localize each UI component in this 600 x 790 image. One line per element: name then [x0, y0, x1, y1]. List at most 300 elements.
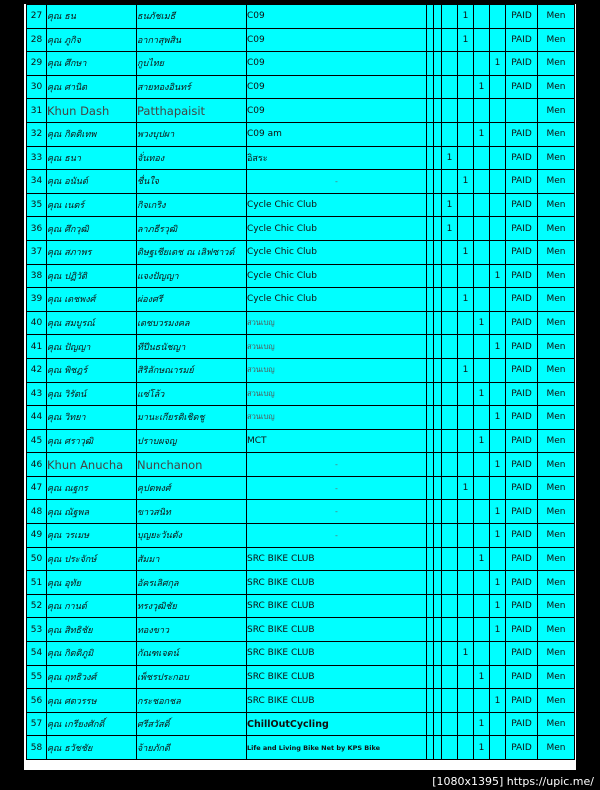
category-mark-cell	[458, 193, 474, 217]
category-mark-cell: 1	[474, 547, 490, 571]
table-row	[27, 240, 575, 264]
row-number: 41	[27, 335, 47, 359]
payment-status: PAID	[506, 5, 538, 29]
first-name: คุณ ศึกวุฒิ	[47, 217, 137, 241]
category-mark-cell	[490, 642, 506, 666]
category-mark-cell: 1	[458, 5, 474, 29]
category-mark-cell	[427, 217, 434, 241]
last-name: อากาสุพสิน	[137, 28, 247, 52]
category-mark-cell	[458, 500, 474, 524]
category-mark-cell: 1	[490, 335, 506, 359]
first-name: คุณ วิทยา	[47, 406, 137, 430]
category-label: Men	[538, 571, 575, 595]
club-name: -	[247, 476, 427, 500]
category-mark-cell	[458, 689, 474, 713]
club-name: Cycle Chic Club	[247, 193, 427, 217]
category-mark-cell: 1	[490, 571, 506, 595]
row-number: 32	[27, 122, 47, 146]
category-mark-cell	[434, 335, 442, 359]
payment-status: PAID	[506, 618, 538, 642]
registration-sheet	[24, 4, 576, 770]
category-mark-cell	[490, 146, 506, 170]
category-mark-cell: 1	[442, 217, 458, 241]
category-label: Men	[538, 665, 575, 689]
category-mark-cell	[458, 122, 474, 146]
category-mark-cell	[434, 99, 442, 123]
category-mark-cell	[490, 122, 506, 146]
row-number: 57	[27, 712, 47, 736]
payment-status: PAID	[506, 122, 538, 146]
category-mark-cell	[458, 264, 474, 288]
category-mark-cell	[458, 52, 474, 76]
category-mark-cell	[442, 358, 458, 382]
category-mark-cell	[427, 500, 434, 524]
first-name: คุณ ปฏิวัติ	[47, 264, 137, 288]
club-name: SRC BIKE CLUB	[247, 665, 427, 689]
category-mark-cell	[427, 146, 434, 170]
category-mark-cell: 1	[458, 288, 474, 312]
row-number: 54	[27, 642, 47, 666]
table-row	[27, 5, 575, 29]
first-name: คุณ ภูกิจ	[47, 28, 137, 52]
category-mark-cell: 1	[490, 689, 506, 713]
category-mark-cell	[442, 28, 458, 52]
category-label: Men	[538, 75, 575, 99]
first-name: คุณ วิรัตน์	[47, 382, 137, 406]
category-mark-cell	[458, 453, 474, 477]
category-label: Men	[538, 28, 575, 52]
category-mark-cell	[442, 288, 458, 312]
image-host-footer: [1080x1395] https://upic.me/	[432, 775, 594, 788]
category-label: Men	[538, 99, 575, 123]
category-mark-cell: 1	[490, 453, 506, 477]
category-mark-cell	[474, 170, 490, 194]
category-label: Men	[538, 476, 575, 500]
payment-status: PAID	[506, 382, 538, 406]
row-number: 40	[27, 311, 47, 335]
category-label: Men	[538, 453, 575, 477]
category-mark-cell	[434, 476, 442, 500]
category-mark-cell: 1	[490, 264, 506, 288]
last-name: กิจเกริง	[137, 193, 247, 217]
payment-status: PAID	[506, 500, 538, 524]
club-name: C09	[247, 5, 427, 29]
category-mark-cell	[434, 382, 442, 406]
category-mark-cell: 1	[474, 122, 490, 146]
club-name: Cycle Chic Club	[247, 264, 427, 288]
payment-status: PAID	[506, 524, 538, 548]
first-name: คุณ สิทธิชัย	[47, 618, 137, 642]
club-name: C09 am	[247, 122, 427, 146]
category-mark-cell	[458, 594, 474, 618]
category-mark-cell	[442, 571, 458, 595]
category-label: Men	[538, 547, 575, 571]
first-name: คุณ อุทัย	[47, 571, 137, 595]
category-mark-cell: 1	[474, 712, 490, 736]
row-number: 39	[27, 288, 47, 312]
category-mark-cell	[458, 217, 474, 241]
category-mark-cell	[442, 240, 458, 264]
table-row	[27, 571, 575, 595]
row-number: 28	[27, 28, 47, 52]
category-mark-cell	[442, 122, 458, 146]
category-mark-cell: 1	[442, 146, 458, 170]
category-mark-cell	[490, 476, 506, 500]
category-mark-cell: 1	[442, 193, 458, 217]
table-row	[27, 193, 575, 217]
category-mark-cell	[458, 335, 474, 359]
club-name: C09	[247, 52, 427, 76]
payment-status: PAID	[506, 240, 538, 264]
row-number: 56	[27, 689, 47, 713]
category-mark-cell	[434, 311, 442, 335]
category-mark-cell	[434, 264, 442, 288]
category-mark-cell	[434, 240, 442, 264]
category-mark-cell	[458, 547, 474, 571]
first-name: Khun Anucha	[47, 453, 137, 477]
category-mark-cell	[434, 122, 442, 146]
payment-status	[506, 99, 538, 123]
category-mark-cell	[434, 689, 442, 713]
last-name: คุปตพงศ์	[137, 476, 247, 500]
payment-status: PAID	[506, 712, 538, 736]
last-name: แจงปัญญา	[137, 264, 247, 288]
last-name: ชื่นใจ	[137, 170, 247, 194]
category-mark-cell	[442, 75, 458, 99]
club-name: -	[247, 170, 427, 194]
category-label: Men	[538, 288, 575, 312]
category-mark-cell	[474, 476, 490, 500]
category-mark-cell	[474, 288, 490, 312]
category-mark-cell	[474, 193, 490, 217]
category-mark-cell	[427, 75, 434, 99]
first-name: คุณ เกรียงศักดิ์	[47, 712, 137, 736]
club-name: Cycle Chic Club	[247, 240, 427, 264]
category-mark-cell	[458, 524, 474, 548]
payment-status: PAID	[506, 453, 538, 477]
last-name: ปราบผจญ	[137, 429, 247, 453]
category-mark-cell	[458, 406, 474, 430]
category-mark-cell	[434, 524, 442, 548]
category-mark-cell	[490, 382, 506, 406]
category-mark-cell	[427, 571, 434, 595]
row-number: 43	[27, 382, 47, 406]
category-mark-cell	[427, 712, 434, 736]
first-name: คุณ ศราวุฒิ	[47, 429, 137, 453]
club-name: SRC BIKE CLUB	[247, 547, 427, 571]
club-name: สวนเบญ	[247, 382, 427, 406]
category-mark-cell	[427, 547, 434, 571]
category-mark-cell	[427, 736, 434, 760]
category-mark-cell	[434, 406, 442, 430]
category-mark-cell: 1	[474, 736, 490, 760]
last-name: พวงบุปผา	[137, 122, 247, 146]
table-row	[27, 618, 575, 642]
category-mark-cell	[490, 28, 506, 52]
row-number: 30	[27, 75, 47, 99]
club-name: -	[247, 453, 427, 477]
category-mark-cell	[442, 311, 458, 335]
category-mark-cell: 1	[490, 500, 506, 524]
category-mark-cell	[474, 358, 490, 382]
category-label: Men	[538, 358, 575, 382]
last-name: สัมมา	[137, 547, 247, 571]
table-row	[27, 689, 575, 713]
category-mark-cell	[474, 99, 490, 123]
first-name: คุณ พิชฎร์	[47, 358, 137, 382]
category-label: Men	[538, 122, 575, 146]
row-number: 37	[27, 240, 47, 264]
category-label: Men	[538, 429, 575, 453]
last-name: บุญยะวันตัง	[137, 524, 247, 548]
table-row	[27, 524, 575, 548]
category-mark-cell	[442, 547, 458, 571]
category-label: Men	[538, 217, 575, 241]
row-number: 49	[27, 524, 47, 548]
category-mark-cell: 1	[458, 170, 474, 194]
category-mark-cell	[442, 406, 458, 430]
payment-status: PAID	[506, 594, 538, 618]
category-label: Men	[538, 618, 575, 642]
row-number: 53	[27, 618, 47, 642]
payment-status: PAID	[506, 476, 538, 500]
first-name: Khun Dash	[47, 99, 137, 123]
category-mark-cell	[474, 571, 490, 595]
category-label: Men	[538, 193, 575, 217]
category-label: Men	[538, 406, 575, 430]
category-mark-cell	[427, 665, 434, 689]
table-row	[27, 382, 575, 406]
category-mark-cell	[458, 736, 474, 760]
row-number: 36	[27, 217, 47, 241]
payment-status: PAID	[506, 642, 538, 666]
last-name: ผ่องศรี	[137, 288, 247, 312]
category-mark-cell	[434, 618, 442, 642]
first-name: คุณ ศานิต	[47, 75, 137, 99]
table-row	[27, 75, 575, 99]
category-mark-cell: 1	[474, 665, 490, 689]
category-mark-cell	[474, 406, 490, 430]
first-name: คุณ ศึกษา	[47, 52, 137, 76]
club-name: อิสระ	[247, 146, 427, 170]
table-row	[27, 547, 575, 571]
category-mark-cell: 1	[490, 406, 506, 430]
category-mark-cell	[442, 335, 458, 359]
category-label: Men	[538, 264, 575, 288]
last-name: มานะเกียรติเชิดชู	[137, 406, 247, 430]
category-mark-cell	[427, 193, 434, 217]
category-label: Men	[538, 335, 575, 359]
table-row	[27, 665, 575, 689]
category-mark-cell	[490, 217, 506, 241]
last-name: กัณฑเจตน์	[137, 642, 247, 666]
category-mark-cell	[474, 500, 490, 524]
category-label: Men	[538, 689, 575, 713]
table-row	[27, 311, 575, 335]
category-label: Men	[538, 5, 575, 29]
club-name: SRC BIKE CLUB	[247, 594, 427, 618]
category-mark-cell	[474, 524, 490, 548]
last-name: ดิษฐเชียเดช ณ เลิฟซาวด์	[137, 240, 247, 264]
row-number: 51	[27, 571, 47, 595]
category-mark-cell	[427, 28, 434, 52]
first-name: คุณ ปัญญา	[47, 335, 137, 359]
table-row	[27, 736, 575, 760]
category-mark-cell	[442, 524, 458, 548]
first-name: คุณ ณัฐพล	[47, 500, 137, 524]
category-mark-cell	[490, 429, 506, 453]
table-row	[27, 429, 575, 453]
payment-status: PAID	[506, 193, 538, 217]
club-name: MCT	[247, 429, 427, 453]
row-number: 27	[27, 5, 47, 29]
club-name: -	[247, 524, 427, 548]
row-number: 29	[27, 52, 47, 76]
category-mark-cell: 1	[490, 52, 506, 76]
category-mark-cell	[442, 594, 458, 618]
last-name: สายทองอินทร์	[137, 75, 247, 99]
category-mark-cell	[434, 146, 442, 170]
category-mark-cell	[490, 288, 506, 312]
row-number: 44	[27, 406, 47, 430]
last-name: สิริลักษณารมย์	[137, 358, 247, 382]
category-mark-cell	[434, 75, 442, 99]
payment-status: PAID	[506, 736, 538, 760]
category-mark-cell	[427, 264, 434, 288]
category-mark-cell	[442, 736, 458, 760]
club-name: สวนเบญ	[247, 406, 427, 430]
club-name: Cycle Chic Club	[247, 217, 427, 241]
row-number: 38	[27, 264, 47, 288]
table-row	[27, 642, 575, 666]
last-name: กูบไทย	[137, 52, 247, 76]
first-name: คุณ เนตร์	[47, 193, 137, 217]
last-name: อัครเลิศกุล	[137, 571, 247, 595]
row-number: 34	[27, 170, 47, 194]
first-name: คุณ ธนา	[47, 146, 137, 170]
category-mark-cell	[442, 476, 458, 500]
category-mark-cell	[427, 406, 434, 430]
category-mark-cell	[442, 689, 458, 713]
category-mark-cell	[427, 476, 434, 500]
payment-status: PAID	[506, 288, 538, 312]
club-name: Cycle Chic Club	[247, 288, 427, 312]
category-mark-cell	[490, 358, 506, 382]
category-label: Men	[538, 594, 575, 618]
first-name: คุณ เดชพงศ์	[47, 288, 137, 312]
category-mark-cell: 1	[490, 618, 506, 642]
payment-status: PAID	[506, 335, 538, 359]
category-mark-cell	[427, 52, 434, 76]
category-mark-cell	[474, 240, 490, 264]
row-number: 33	[27, 146, 47, 170]
category-mark-cell	[474, 689, 490, 713]
last-name: เพ็ชรประกอบ	[137, 665, 247, 689]
table-row	[27, 594, 575, 618]
category-mark-cell	[434, 547, 442, 571]
category-mark-cell: 1	[474, 429, 490, 453]
last-name: เดชบวรมงคล	[137, 311, 247, 335]
category-label: Men	[538, 736, 575, 760]
first-name: คุณ สภาพร	[47, 240, 137, 264]
payment-status: PAID	[506, 217, 538, 241]
row-number: 47	[27, 476, 47, 500]
category-label: Men	[538, 500, 575, 524]
last-name: ทองขาว	[137, 618, 247, 642]
first-name: คุณ ณฐกร	[47, 476, 137, 500]
category-mark-cell: 1	[490, 594, 506, 618]
first-name: คุณ ศตวรรษ	[47, 689, 137, 713]
row-number: 42	[27, 358, 47, 382]
category-mark-cell	[442, 170, 458, 194]
row-number: 55	[27, 665, 47, 689]
category-mark-cell: 1	[458, 28, 474, 52]
category-mark-cell	[434, 594, 442, 618]
category-mark-cell	[474, 52, 490, 76]
category-mark-cell	[442, 52, 458, 76]
table-row	[27, 476, 575, 500]
club-name: สวนเบญ	[247, 358, 427, 382]
payment-status: PAID	[506, 429, 538, 453]
category-mark-cell	[490, 311, 506, 335]
first-name: คุณ กิตติเทพ	[47, 122, 137, 146]
category-mark-cell	[490, 170, 506, 194]
category-mark-cell	[427, 429, 434, 453]
category-mark-cell	[434, 288, 442, 312]
category-mark-cell	[427, 311, 434, 335]
category-mark-cell	[458, 146, 474, 170]
category-mark-cell	[442, 99, 458, 123]
first-name: คุณ ธวัชชัย	[47, 736, 137, 760]
club-name: -	[247, 500, 427, 524]
category-mark-cell	[434, 52, 442, 76]
last-name: แซ่โล้ว	[137, 382, 247, 406]
category-mark-cell	[490, 5, 506, 29]
last-name: ทีปีนธนัชญา	[137, 335, 247, 359]
last-name: ทรงวุฒิชัย	[137, 594, 247, 618]
club-name: C09	[247, 99, 427, 123]
category-mark-cell	[442, 642, 458, 666]
category-mark-cell	[427, 453, 434, 477]
category-mark-cell	[427, 642, 434, 666]
category-mark-cell	[427, 335, 434, 359]
category-mark-cell	[458, 665, 474, 689]
category-mark-cell	[434, 193, 442, 217]
category-mark-cell	[427, 524, 434, 548]
category-mark-cell	[458, 571, 474, 595]
category-label: Men	[538, 524, 575, 548]
category-mark-cell	[474, 264, 490, 288]
category-mark-cell	[434, 429, 442, 453]
table-row	[27, 28, 575, 52]
payment-status: PAID	[506, 665, 538, 689]
table-row	[27, 358, 575, 382]
category-mark-cell	[434, 642, 442, 666]
table-row	[27, 500, 575, 524]
category-mark-cell	[442, 618, 458, 642]
category-mark-cell	[442, 5, 458, 29]
payment-status: PAID	[506, 571, 538, 595]
category-mark-cell	[490, 240, 506, 264]
first-name: คุณ กานต์	[47, 594, 137, 618]
category-mark-cell	[427, 358, 434, 382]
category-mark-cell	[490, 665, 506, 689]
club-name: SRC BIKE CLUB	[247, 571, 427, 595]
category-mark-cell	[490, 75, 506, 99]
category-label: Men	[538, 146, 575, 170]
row-number: 45	[27, 429, 47, 453]
last-name: กระชอกชล	[137, 689, 247, 713]
